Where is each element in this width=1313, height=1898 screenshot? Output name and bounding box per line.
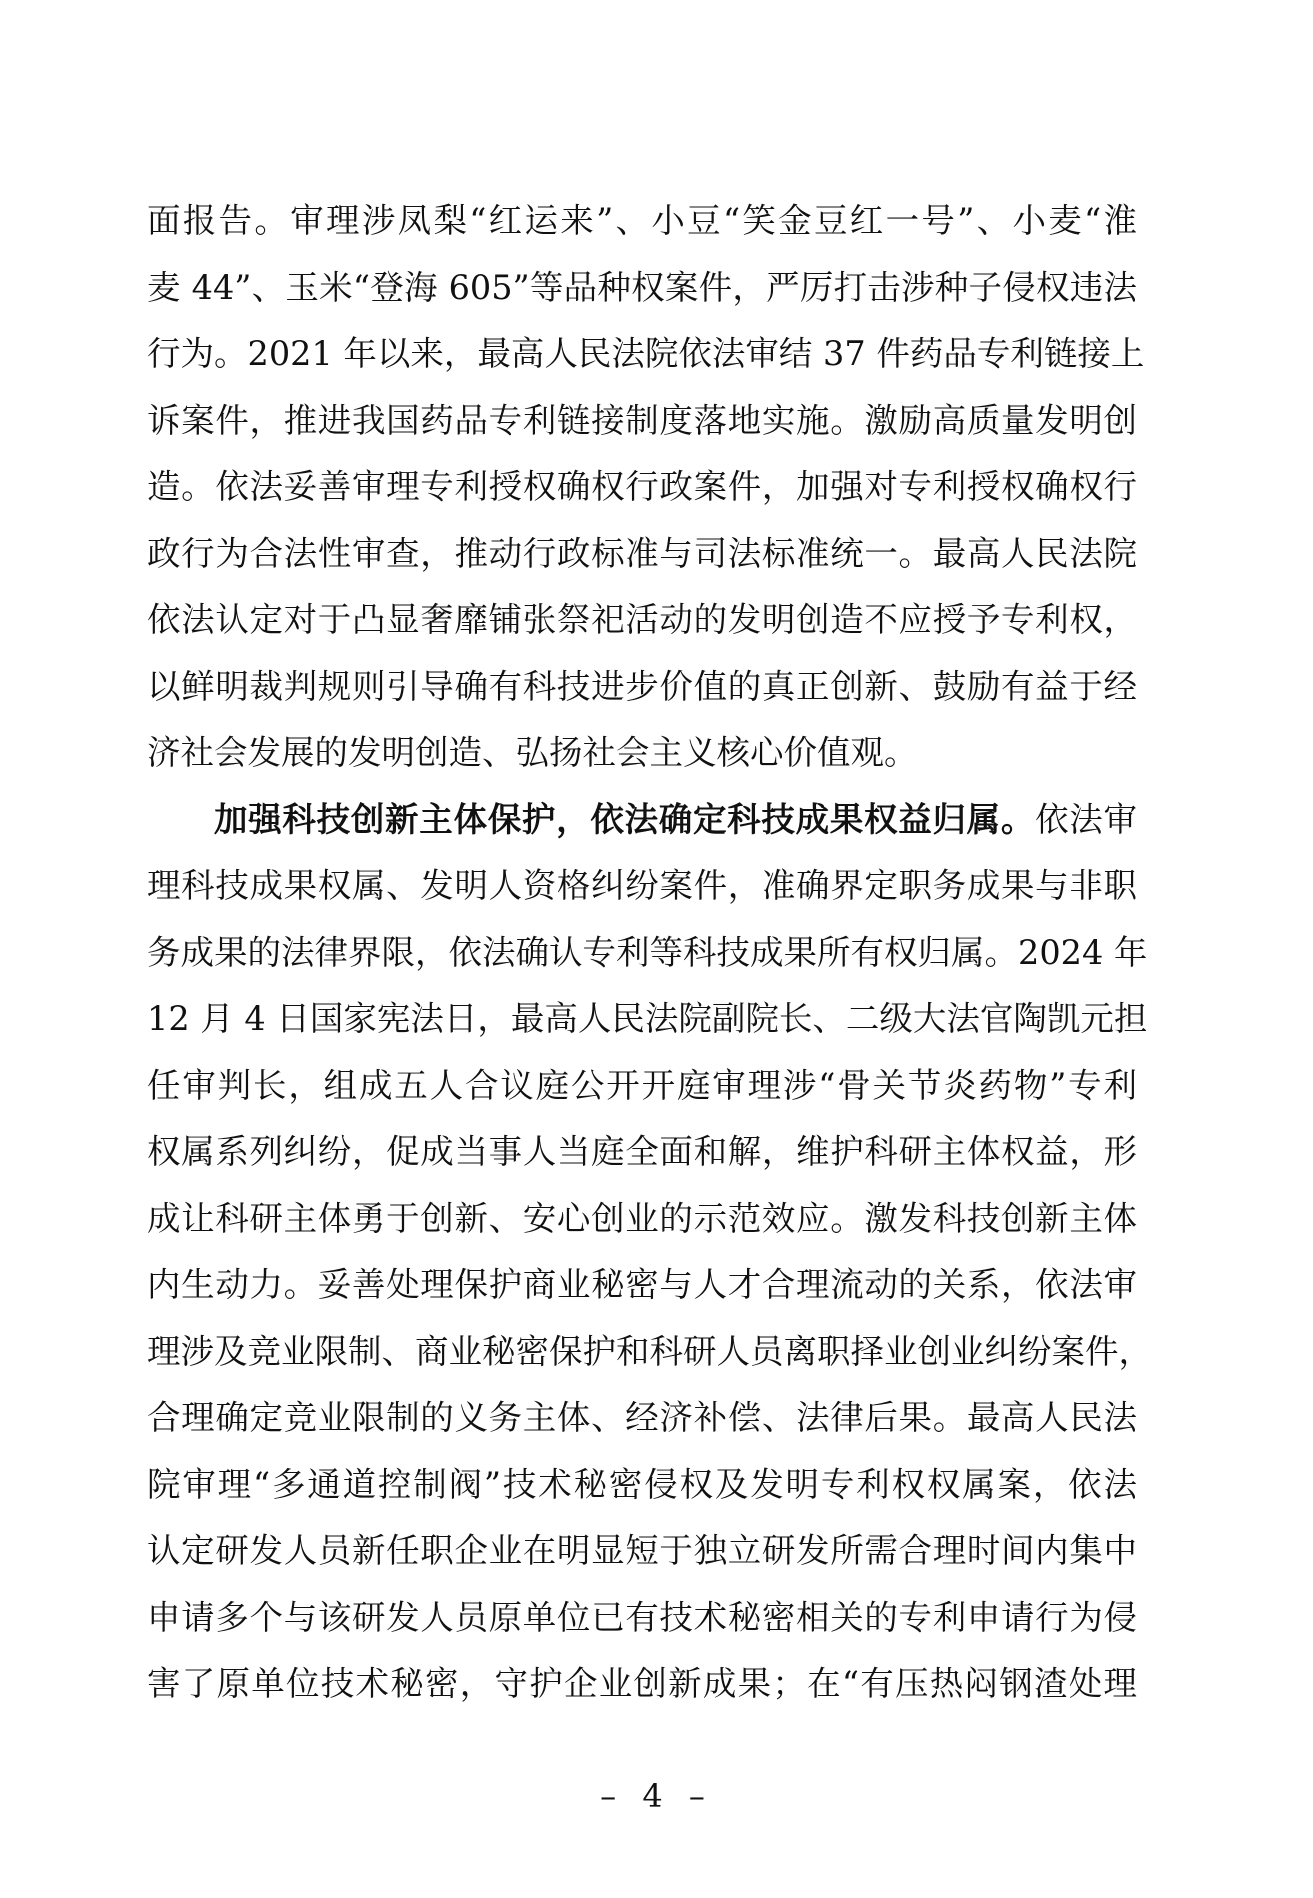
text-line	[147, 787, 1137, 854]
text-line: 依法认定对于凸显奢靡铺张祭祀活动的发明创造不应授予专利权，	[147, 600, 1137, 639]
text-line: 务成果的法律界限，依法确认专利等科技成果所有权归属。2024 年	[147, 932, 1148, 972]
document-body	[147, 188, 1152, 1718]
text-line: 麦 44”、玉米“登海 605”等品种权案件，严厉打击涉种子侵权违法	[147, 267, 1137, 307]
paragraph-seed-and-patent	[147, 188, 1145, 787]
text-line: 诉案件，推进我国药品专利链接制度落地实施。激励高质量发明创	[147, 400, 1137, 440]
text-line: 院审理“多通道控制阀”技术秘密侵权及发明专利权权属案，依法	[147, 1464, 1137, 1504]
text-line: 内生动力。妥善处理保护商业秘密与人才合理流动的关系，依法审	[147, 1265, 1137, 1304]
paragraph-heading: 加强科技创新主体保护，依法确定科技成果权益归属。	[214, 799, 1036, 839]
text-line: 合理确定竞业限制的义务主体、经济补偿、法律后果。最高人民法	[147, 1398, 1137, 1437]
text-line: 权属系列纠纷，促成当事人当庭全面和解，维护科研主体权益，形	[147, 1132, 1137, 1171]
text-line: 成让科研主体勇于创新、安心创业的示范效应。激发科技创新主体	[147, 1198, 1137, 1238]
text-line: 申请多个与该研发人员原单位已有技术秘密相关的专利申请行为侵	[147, 1597, 1137, 1637]
text-line: 行为。2021 年以来，最高人民法院依法审结 37 件药品专利链接上	[147, 334, 1145, 373]
text-line: 害了原单位技术秘密，守护企业创新成果；在“有压热闷钢渣处理	[147, 1664, 1137, 1703]
paragraph-innovation-subjects	[147, 787, 1152, 1718]
page-number: – 4 –	[600, 1777, 713, 1815]
text-line: 政行为合法性审查，推动行政标准与司法标准统一。最高人民法院	[147, 533, 1137, 573]
text-line: 理涉及竞业限制、商业秘密保护和科研人员离职择业创业纠纷案件，	[147, 1331, 1152, 1371]
text-line: 造。依法妥善审理专利授权确权行政案件，加强对专利授权确权行	[147, 467, 1137, 506]
text-line: 任审判长，组成五人合议庭公开开庭审理涉“骨关节炎药物”专利	[147, 1065, 1137, 1105]
text-line: 理科技成果权属、发明人资格纠纷案件，准确界定职务成果与非职	[147, 866, 1137, 905]
text-line: 12 月 4 日国家宪法日，最高人民法院副院长、二级大法官陶凯元担	[147, 999, 1148, 1038]
text-line: 面报告。审理涉凤梨“红运来”、小豆“笑金豆红一号”、小麦“淮	[147, 201, 1137, 240]
text-line: 以鲜明裁判规则引导确有科技进步价值的真正创新、鼓励有益于经	[147, 666, 1137, 706]
paragraph-text: 依法审	[1035, 799, 1138, 839]
text-line: 济社会发展的发明创造、弘扬社会主义核心价值观。	[147, 733, 918, 772]
text-line: 认定研发人员新任职企业在明显短于独立研发所需合理时间内集中	[147, 1531, 1137, 1570]
